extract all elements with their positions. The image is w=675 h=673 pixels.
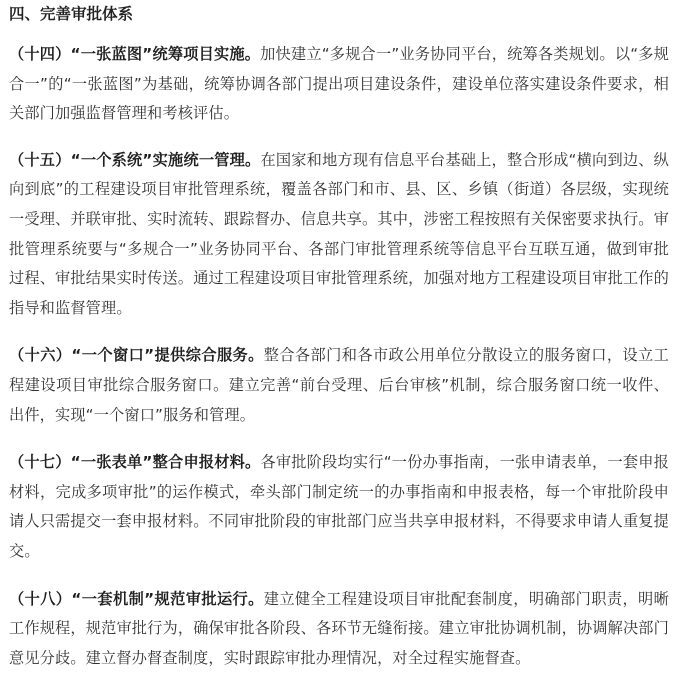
paragraph-body: 加快建立“多规合一”业务协同平台，统筹各类规划。以“多规合一”的“一张蓝图”为基础，统筹协调各部门提出项目建设条件，建设单位落实建设条件要求，相关部门加强监督管理和考核评估。 — [9, 45, 669, 122]
paragraph-lead: （十五）“一个系统”实施统一管理。 — [9, 151, 260, 169]
paragraph-15 — [9, 146, 669, 324]
paragraph-lead: （十七）“一张表单”整合申报材料。 — [9, 453, 260, 471]
paragraph-17 — [9, 448, 669, 566]
paragraph-body: 整合各部门和各市政公用单位分散设立的服务窗口，设立工程建设项目审批综合服务窗口。建立完善“前台受理、后台审核”机制，综合服务窗口统一收件、出件，实现“一个窗口”服务和管理。 — [9, 346, 669, 423]
paragraph-18 — [9, 585, 669, 673]
section-heading: 四、完善审批体系 — [9, 2, 669, 26]
paragraph-lead: （十六）“一个窗口”提供综合服务。 — [9, 346, 264, 364]
paragraph-14 — [9, 40, 669, 129]
paragraph-lead: （十八）“一套机制”规范审批运行。 — [9, 590, 264, 608]
paragraph-body: 建立健全工程建设项目审批配套制度，明确部门职责，明晰工作规程，规范审批行为，确保审批各阶段、各环节无缝衔接。建立审批协调机制，协调解决部门意见分歧。建立督办督查制度，实时跟踪审批办理情况，对全过程实施督查。 — [9, 590, 669, 667]
paragraph-body: 在国家和地方现有信息平台基础上，整合形成“横向到边、纵向到底”的工程建设项目审批管理系统，覆盖各部门和市、县、区、乡镇（街道）各层级，实现统一受理、并联审批、实时流转、跟踪督办、信息共享。其中，涉密工程按照有关保密要求执行。审批管理系统要与“多规合一”业务协同平台、各部门审批管理系统等信息平台互联互通，做到审批过程、审批结果实时传送。通过工程建设项目审批管理系统，加强对地方工程建设项目审批工作的指导和监督管理。 — [9, 151, 669, 317]
paragraph-body: 各审批阶段均实行“一份办事指南，一张申请表单，一套申报材料，完成多项审批”的运作模式，牵头部门制定统一的办事指南和申报表格，每一个审批阶段申请人只需提交一套申报材料。不同审批阶段的审批部门应当共享申报材料，不得要求申请人重复提交。 — [9, 453, 669, 560]
paragraph-16 — [9, 341, 669, 430]
paragraph-lead: （十四）“一张蓝图”统筹项目实施。 — [9, 45, 260, 63]
